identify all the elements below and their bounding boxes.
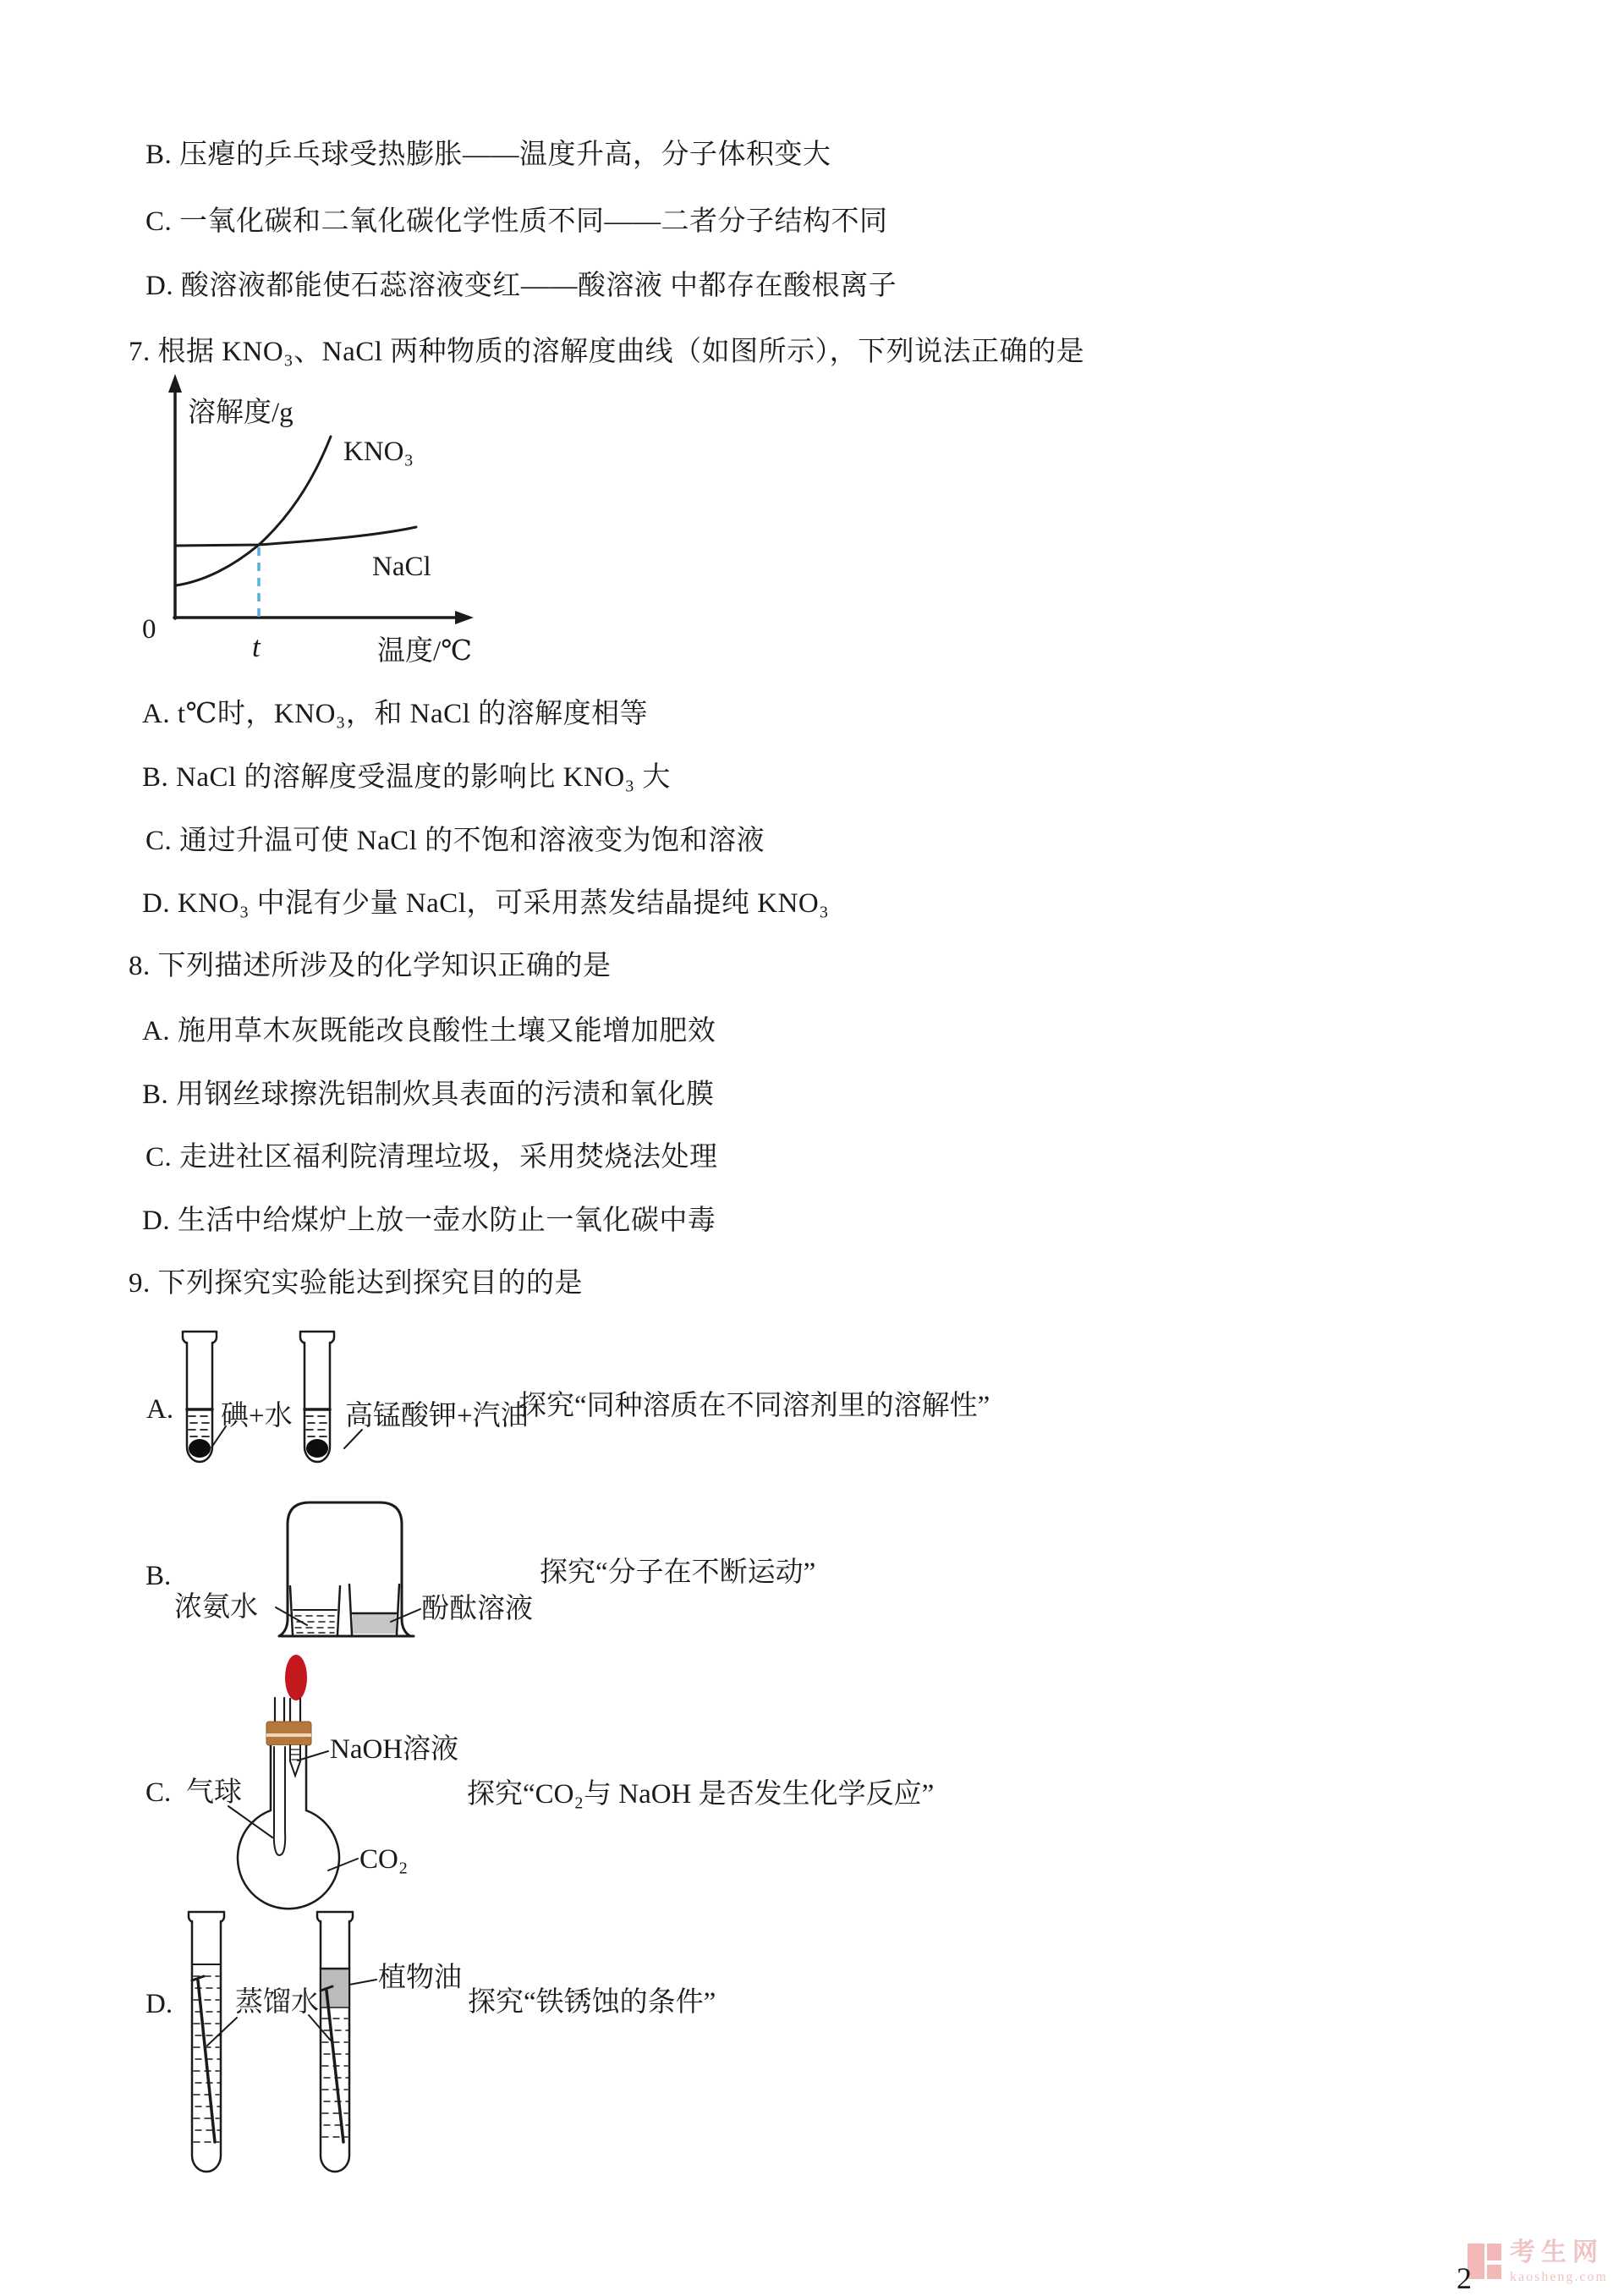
y-axis-label: 溶解度/g — [188, 398, 294, 428]
permanganate-gasoline-tube — [300, 1332, 334, 1462]
ammonia-label: 浓氨水 — [174, 1592, 258, 1623]
t-tick-label: t — [252, 630, 261, 663]
water-tube — [189, 1912, 224, 2172]
solubility-curve-figure — [127, 372, 533, 706]
q9-option-b-purpose: 探究“分子在不断运动” — [540, 1557, 816, 1588]
kaosheng-logo-icon — [1468, 2240, 1503, 2279]
phenolphthalein-label: 酚酞溶液 — [421, 1594, 533, 1624]
iodine-water-label: 碘+水 — [221, 1401, 293, 1431]
q9-option-c-figure — [118, 1650, 1091, 1929]
dropper-bulb — [285, 1655, 307, 1700]
ammonia-liquid — [295, 1616, 336, 1633]
iodine-water-tube — [183, 1332, 217, 1462]
permanganate-gasoline-label: 高锰酸钾+汽油 — [345, 1401, 529, 1431]
label-leader-line — [349, 1980, 376, 1985]
y-axis-arrow — [168, 374, 182, 393]
q9-option-d-letter: D. — [145, 1989, 173, 2019]
glass-tubes — [275, 1698, 300, 1722]
label-leader-line — [207, 2018, 237, 2046]
q9-stem: 9. 下列探究实验能达到探究目的的是 — [129, 1268, 583, 1299]
kno3-curve — [176, 437, 331, 585]
q9-option-c-letter: C. — [145, 1777, 172, 1808]
label-leader-line — [344, 1430, 362, 1448]
q7-stem: 7. 根据 KNO₃、NaCl 两种物质的溶解度曲线（如图所示），下列说法正确的是 — [129, 337, 1085, 367]
vegetable-oil-label: 植物油 — [378, 1963, 462, 1993]
watermark-site-url: kaosheng.com — [1510, 2270, 1608, 2284]
q9-option-a-letter: A. — [146, 1394, 174, 1425]
page-number: 2 — [1457, 2261, 1472, 2295]
phenolphthalein-liquid — [353, 1613, 396, 1634]
x-axis-label: 温度/℃ — [377, 636, 473, 667]
q6-option-d: D. 酸溶液都能使石蕊溶液变红——酸溶液 中都存在酸根离子 — [145, 271, 897, 301]
q9-option-d-figure — [118, 1895, 1091, 2191]
q9-option-d-purpose: 探究“铁锈蚀的条件” — [468, 1987, 716, 2018]
nacl-curve-label: NaCl — [372, 552, 431, 582]
co2-label: CO₂ — [359, 1844, 409, 1875]
stopper-stripe — [266, 1733, 311, 1737]
q7-option-d: D. KNO₃ 中混有少量 NaCl，可采用蒸发结晶提纯 KNO₃ — [142, 888, 830, 919]
q6-option-b: B. 压瘪的乒乓球受热膨胀——温度升高，分子体积变大 — [145, 140, 831, 170]
q9-option-c-purpose: 探究“CO₂与 NaOH 是否发生化学反应” — [467, 1779, 935, 1810]
q7-option-a: A. t℃时，KNO₃，和 NaCl 的溶解度相等 — [142, 699, 649, 729]
x-axis-arrow — [455, 611, 474, 624]
kno3-curve-label: KNO₃ — [343, 437, 414, 467]
q9-option-b-letter: B. — [145, 1561, 172, 1591]
q9-option-a-figure — [118, 1320, 990, 1502]
iron-nail — [321, 1986, 343, 2142]
site-watermark — [1468, 2240, 1608, 2284]
balloon-label: 气球 — [186, 1777, 242, 1808]
round-bottom-flask — [238, 1745, 339, 1909]
q8-stem: 8. 下列描述所涉及的化学知识正确的是 — [129, 951, 612, 981]
nacl-curve — [175, 527, 416, 546]
q7-option-c: C. 通过升温可使 NaCl 的不饱和溶液变为饱和溶液 — [145, 826, 765, 856]
q8-option-c: C. 走进社区福利院清理垃圾，采用焚烧法处理 — [145, 1142, 718, 1173]
q9-option-b-figure — [118, 1497, 947, 1654]
naoh-solution-label: NaOH溶液 — [330, 1734, 459, 1765]
q6-option-c: C. 一氧化碳和二氧化碳化学性质不同——二者分子结构不同 — [145, 206, 888, 237]
q9-option-a-purpose: 探究“同种溶质在不同溶剂里的溶解性” — [518, 1391, 990, 1421]
watermark-site-name: 考生网 — [1510, 2238, 1604, 2266]
q7-option-b: B. NaCl 的溶解度受温度的影响比 KNO₃ 大 — [142, 762, 671, 793]
q8-option-d: D. 生活中给煤炉上放一壶水防止一氧化碳中毒 — [142, 1206, 716, 1236]
q8-option-b: B. 用钢丝球擦洗铝制炊具表面的污渍和氧化膜 — [142, 1079, 715, 1110]
q8-option-a: A. 施用草木灰既能改良酸性土壤又能增加肥效 — [142, 1016, 716, 1046]
distilled-water-label: 蒸馏水 — [235, 1987, 319, 2018]
origin-label: 0 — [142, 614, 156, 645]
